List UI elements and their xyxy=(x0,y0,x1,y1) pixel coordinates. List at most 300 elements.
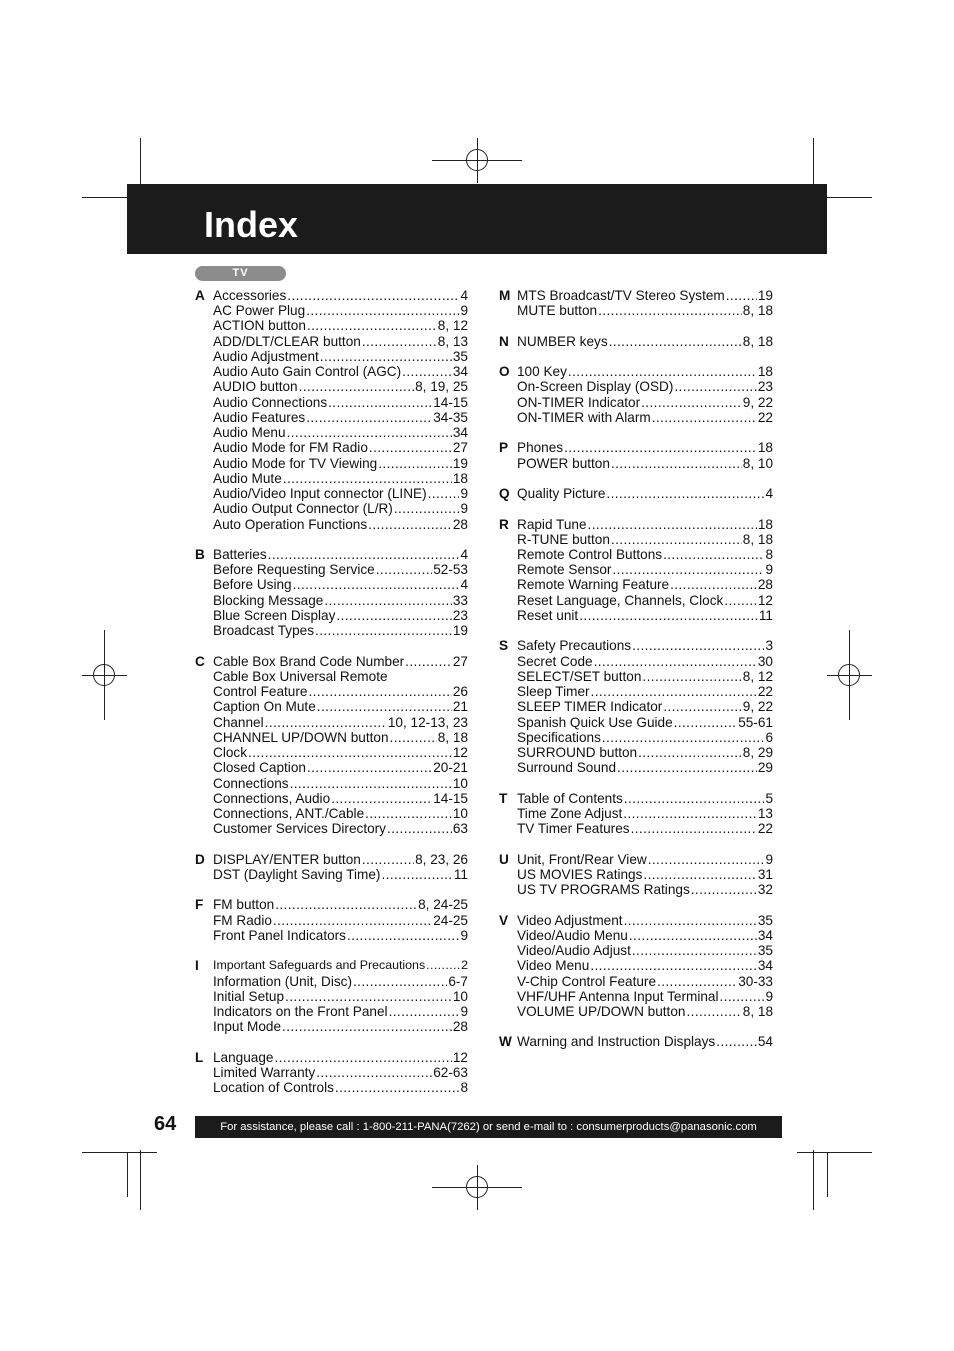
crop-mark xyxy=(797,1152,872,1153)
index-entry xyxy=(517,547,773,562)
index-entry-name: Blue Screen Display xyxy=(213,607,336,623)
index-entry-name: Input Mode xyxy=(213,1019,282,1035)
index-entry-name: Audio Mode for TV Viewing xyxy=(213,455,378,471)
index-entry-page: 52-53 xyxy=(433,562,468,578)
index-entry xyxy=(213,318,468,333)
index-entry xyxy=(517,821,773,836)
index-entry-page: 30 xyxy=(757,653,773,669)
index-entry-name: Blocking Message xyxy=(213,592,324,608)
index-group xyxy=(499,334,773,349)
index-entry-page: 27 xyxy=(452,440,468,456)
index-group xyxy=(499,638,773,775)
index-entry xyxy=(517,852,773,867)
index-group xyxy=(195,1050,468,1096)
index-entry-name: ACTION button xyxy=(213,318,306,334)
leader-dots xyxy=(642,669,741,684)
index-entry-page: 8, 19, 25 xyxy=(415,379,468,395)
index-entry-name: V-Chip Control Feature xyxy=(517,973,657,989)
index-entry xyxy=(517,638,773,653)
index-entry-name: Audio/Video Input connector (LINE) xyxy=(213,486,427,502)
index-entry xyxy=(213,852,468,867)
index-entry-name: TV Timer Features xyxy=(517,821,630,837)
index-entry-name: Audio Mute xyxy=(213,470,282,486)
index-entry-page: 22 xyxy=(757,409,773,425)
index-entry-name: CHANNEL UP/DOWN button xyxy=(213,729,389,745)
index-entry xyxy=(517,730,773,745)
index-entry-name: Audio Menu xyxy=(213,425,286,441)
index-entry xyxy=(517,379,773,394)
leader-dots xyxy=(638,745,742,760)
index-entry-name: Remote Warning Feature xyxy=(517,577,670,593)
index-entry-name: Audio Adjustment xyxy=(213,348,319,364)
leader-dots xyxy=(623,806,757,821)
index-entry-name: Audio Auto Gain Control (AGC) xyxy=(213,364,402,380)
index-entry xyxy=(213,608,468,623)
index-entry xyxy=(213,699,468,714)
index-entry-page: 29 xyxy=(757,760,773,776)
index-entry xyxy=(213,1050,468,1065)
index-entry-name: Connections xyxy=(213,775,289,791)
index-entry-page: 8, 29 xyxy=(742,745,773,761)
index-entry-page: 8 xyxy=(765,546,773,562)
leader-dots xyxy=(591,684,757,699)
index-letter: U xyxy=(499,851,509,867)
index-letter: B xyxy=(195,546,205,562)
leader-dots xyxy=(273,913,432,928)
index-entry xyxy=(213,364,468,379)
leader-dots xyxy=(362,852,414,867)
index-entry-name: FM button xyxy=(213,897,275,913)
index-entry-page: 9 xyxy=(765,851,773,867)
leader-dots xyxy=(369,440,452,455)
crop-mark xyxy=(127,1152,128,1197)
index-entry xyxy=(213,760,468,775)
index-entry xyxy=(213,684,468,699)
index-entry-page: 12 xyxy=(452,745,468,761)
index-entry-name: Quality Picture xyxy=(517,486,606,502)
index-entry-page: 24-25 xyxy=(433,912,468,928)
index-entry-page: 8, 13 xyxy=(437,333,468,349)
index-entry-page: 8, 10 xyxy=(742,455,773,471)
index-entry xyxy=(213,745,468,760)
index-entry xyxy=(517,974,773,989)
index-entry xyxy=(517,593,773,608)
index-entry xyxy=(517,699,773,714)
index-entry xyxy=(213,334,468,349)
index-group xyxy=(195,852,468,882)
leader-dots xyxy=(726,288,757,303)
index-entry-name: Closed Caption xyxy=(213,760,306,776)
leader-dots xyxy=(376,562,433,577)
registration-mark xyxy=(466,1176,488,1198)
leader-dots xyxy=(629,928,757,943)
leader-dots xyxy=(306,303,459,318)
index-entry-page: 10, 12-13, 23 xyxy=(387,714,468,730)
index-entry-name: Secret Code xyxy=(517,653,593,669)
leader-dots xyxy=(389,1004,460,1019)
index-entry xyxy=(213,456,468,471)
leader-dots xyxy=(428,486,460,501)
index-entry-name: Video/Audio Menu xyxy=(517,927,628,943)
leader-dots xyxy=(285,989,452,1004)
index-entry xyxy=(517,364,773,379)
leader-dots xyxy=(387,821,452,836)
index-entry-name: Video/Audio Adjust xyxy=(517,943,631,959)
index-entry-name: Reset unit xyxy=(517,607,579,623)
index-entry-page: 26 xyxy=(452,684,468,700)
index-entry-page: 4 xyxy=(765,486,773,502)
index-entry xyxy=(517,334,773,349)
footer-contact-bar: For assistance, please call : 1-800-211-PANA(7262) or send e-mail to : consumerproducts@panasonic.com xyxy=(195,1116,782,1138)
index-entry-name: Specifications xyxy=(517,729,601,745)
index-entry-name: Front Panel Indicators xyxy=(213,927,346,943)
registration-mark xyxy=(93,664,115,686)
index-entry-name: ON-TIMER Indicator xyxy=(517,394,641,410)
index-entry-name: AUDIO button xyxy=(213,379,298,395)
index-entry xyxy=(517,1004,773,1019)
index-group xyxy=(195,654,468,837)
index-entry-page: 62-63 xyxy=(433,1064,468,1080)
leader-dots xyxy=(353,974,447,989)
index-entry-name: Batteries xyxy=(213,546,267,562)
index-entry-name: Clock xyxy=(213,745,247,761)
index-entry-name: Before Using xyxy=(213,577,292,593)
index-group xyxy=(499,486,773,501)
index-entry-name: Remote Control Buttons xyxy=(517,546,663,562)
index-entry-page: 22 xyxy=(757,821,773,837)
index-entry-page: 30-33 xyxy=(738,973,773,989)
index-group xyxy=(195,288,468,532)
leader-dots xyxy=(617,760,757,775)
crop-mark xyxy=(813,1150,814,1210)
index-entry-page: 13 xyxy=(757,805,773,821)
leader-dots xyxy=(716,1034,757,1049)
leader-dots xyxy=(290,776,452,791)
index-entry-page: 23 xyxy=(757,379,773,395)
index-entry-page: 9 xyxy=(460,486,468,502)
index-entry-page: 18 xyxy=(757,364,773,380)
index-entry-page: 34 xyxy=(757,927,773,943)
index-group xyxy=(499,913,773,1020)
leader-dots xyxy=(609,334,742,349)
index-entry-page: 22 xyxy=(757,684,773,700)
index-entry xyxy=(213,974,468,989)
leader-dots xyxy=(362,334,437,349)
index-entry-page: 5 xyxy=(765,790,773,806)
leader-dots xyxy=(307,318,437,333)
index-entry-page: 8, 24-25 xyxy=(418,897,468,913)
index-entry-page: 8, 18 xyxy=(742,1004,773,1020)
index-entry xyxy=(213,288,468,303)
leader-dots xyxy=(611,532,742,547)
index-entry-name: Location of Controls xyxy=(213,1080,334,1096)
index-entry-name: Video Menu xyxy=(517,958,590,974)
leader-dots xyxy=(641,395,742,410)
index-entry-page: 9 xyxy=(765,562,773,578)
index-entry-name: Information (Unit, Disc) xyxy=(213,973,352,989)
leader-dots xyxy=(594,654,757,669)
index-entry-page: 2 xyxy=(461,958,468,973)
index-entry-page: 55-61 xyxy=(738,714,773,730)
index-letter: N xyxy=(499,333,509,349)
leader-dots xyxy=(287,425,452,440)
index-letter: C xyxy=(195,653,205,669)
index-entry-page: 12 xyxy=(452,1049,468,1065)
index-entry-page: 20-21 xyxy=(433,760,468,776)
leader-dots xyxy=(724,593,757,608)
index-entry-page: 18 xyxy=(757,440,773,456)
crop-mark xyxy=(827,1152,828,1197)
index-entry xyxy=(213,867,468,882)
index-entry xyxy=(213,913,468,928)
index-entry-page: 28 xyxy=(452,1019,468,1035)
index-entry-name: Control Feature xyxy=(213,684,308,700)
index-entry-name: SELECT/SET button xyxy=(517,668,642,684)
index-entry-name: ON-TIMER with Alarm xyxy=(517,409,651,425)
index-entry-page: 19 xyxy=(452,623,468,639)
index-entry-name: Surround Sound xyxy=(517,760,617,776)
leader-dots xyxy=(657,974,737,989)
leader-dots xyxy=(365,806,452,821)
index-entry-page: 9, 22 xyxy=(742,699,773,715)
index-entry-name: SURROUND button xyxy=(517,745,638,761)
leader-dots xyxy=(663,699,741,714)
leader-dots xyxy=(624,791,765,806)
index-entry-page: 14-15 xyxy=(433,790,468,806)
index-entry-name: Auto Operation Functions xyxy=(213,516,368,532)
index-entry xyxy=(517,288,773,303)
index-entry xyxy=(517,303,773,318)
leader-dots xyxy=(368,517,452,532)
index-entry xyxy=(213,1004,468,1019)
index-entry xyxy=(517,958,773,973)
index-entry xyxy=(517,943,773,958)
index-entry-page: 11 xyxy=(758,607,773,623)
index-letter: M xyxy=(499,288,511,303)
index-letter: W xyxy=(499,1034,512,1050)
index-group xyxy=(499,440,773,470)
index-entry-name: VHF/UHF Antenna Input Terminal xyxy=(517,988,719,1004)
index-letter: I xyxy=(195,958,199,974)
index-entry-page: 18 xyxy=(757,516,773,532)
index-entry-name: Warning and Instruction Displays xyxy=(517,1034,716,1050)
index-entry xyxy=(213,501,468,516)
index-entry-name: Audio Features xyxy=(213,409,306,425)
index-entry-page: 9, 22 xyxy=(742,394,773,410)
leader-dots xyxy=(306,410,432,425)
index-entry xyxy=(517,913,773,928)
leader-dots xyxy=(299,379,414,394)
leader-dots xyxy=(331,791,432,806)
index-entry-name: US MOVIES Ratings xyxy=(517,866,643,882)
index-entry xyxy=(517,669,773,684)
leader-dots xyxy=(631,821,757,836)
leader-dots xyxy=(275,897,417,912)
index-entry xyxy=(213,410,468,425)
index-entry-name: MUTE button xyxy=(517,303,598,319)
index-entry xyxy=(213,486,468,501)
index-entry-name: Language xyxy=(213,1049,274,1065)
index-entry-name: Limited Warranty xyxy=(213,1064,316,1080)
index-entry-page: 14-15 xyxy=(433,394,468,410)
index-entry-name: Phones xyxy=(517,440,564,456)
index-entry xyxy=(517,928,773,943)
index-entry xyxy=(517,517,773,532)
leader-dots xyxy=(282,1019,452,1034)
index-entry-page: 9 xyxy=(460,303,468,319)
index-entry-page: 6 xyxy=(765,729,773,745)
leader-dots xyxy=(598,303,742,318)
leader-dots xyxy=(320,349,452,364)
leader-dots xyxy=(648,852,765,867)
index-entry-page: 21 xyxy=(452,699,468,715)
index-entry-page: 19 xyxy=(757,288,773,303)
index-entry xyxy=(517,654,773,669)
leader-dots xyxy=(588,517,757,532)
index-letter: P xyxy=(499,440,509,456)
index-entry xyxy=(213,730,468,745)
index-entry-page: 9 xyxy=(460,927,468,943)
index-entry-page: 8, 18 xyxy=(437,729,468,745)
index-entry xyxy=(213,806,468,821)
index-entry-page: 11 xyxy=(453,866,468,882)
index-entry-page: 10 xyxy=(452,805,468,821)
index-entry-page: 28 xyxy=(757,577,773,593)
leader-dots xyxy=(402,364,452,379)
index-entry-name: Important Safeguards and Precautions xyxy=(213,958,426,973)
index-entry xyxy=(517,456,773,471)
index-entry xyxy=(213,623,468,638)
index-group xyxy=(499,517,773,624)
index-entry-name: Customer Services Directory xyxy=(213,821,386,837)
index-entry xyxy=(517,791,773,806)
index-entry-page: 9 xyxy=(460,1004,468,1020)
leader-dots xyxy=(328,395,432,410)
index-entry-name: MTS Broadcast/TV Stereo System xyxy=(517,288,725,303)
index-entry-name: Sleep Timer xyxy=(517,684,590,700)
index-entry-page: 8, 12 xyxy=(437,318,468,334)
index-entry-name: Initial Setup xyxy=(213,988,285,1004)
leader-dots xyxy=(268,547,460,562)
index-entry xyxy=(213,958,468,973)
index-group xyxy=(499,791,773,837)
leader-dots xyxy=(670,577,757,592)
index-group xyxy=(195,958,468,1034)
index-entry-name: 100 Key xyxy=(517,364,567,380)
index-entry xyxy=(517,806,773,821)
leader-dots xyxy=(324,593,452,608)
index-entry-page: 12 xyxy=(757,592,773,608)
page-number: 64 xyxy=(154,1113,177,1135)
index-entry-page: 27 xyxy=(452,653,468,669)
index-letter: L xyxy=(195,1049,204,1065)
index-letter: S xyxy=(499,638,509,654)
index-entry-page: 23 xyxy=(452,607,468,623)
leader-dots xyxy=(335,1080,460,1095)
index-entry-page: 8 xyxy=(460,1080,468,1096)
index-entry-page: 10 xyxy=(452,775,468,791)
index-entry-name: DST (Daylight Saving Time) xyxy=(213,866,381,882)
index-group xyxy=(195,547,468,638)
leader-dots xyxy=(663,547,764,562)
crop-mark xyxy=(82,1152,157,1153)
leader-dots xyxy=(307,760,432,775)
index-letter: R xyxy=(499,516,509,532)
index-letter: O xyxy=(499,364,510,380)
index-column-left xyxy=(195,288,468,1095)
leader-dots xyxy=(347,928,459,943)
index-entry xyxy=(213,669,468,684)
index-entry-page: 4 xyxy=(460,546,468,562)
index-entry-name: Audio Output Connector (L/R) xyxy=(213,501,393,517)
index-letter: D xyxy=(195,851,205,867)
leader-dots xyxy=(612,562,764,577)
index-entry-name: Audio Connections xyxy=(213,394,328,410)
index-entry xyxy=(213,577,468,592)
index-entry xyxy=(213,897,468,912)
index-entry xyxy=(517,867,773,882)
leader-dots xyxy=(643,867,756,882)
index-group xyxy=(499,288,773,318)
leader-dots xyxy=(381,867,452,882)
index-entry-name: Cable Box Universal Remote xyxy=(213,668,388,684)
index-entry xyxy=(213,654,468,669)
index-entry-name: Video Adjustment xyxy=(517,912,623,928)
leader-dots xyxy=(564,440,757,455)
index-entry-page: 6-7 xyxy=(448,973,468,989)
index-entry xyxy=(517,562,773,577)
index-entry-page: 34 xyxy=(452,425,468,441)
index-entry-page: 54 xyxy=(757,1034,773,1050)
index-entry-page: 9 xyxy=(765,988,773,1004)
index-entry-page: 31 xyxy=(757,866,773,882)
index-entry-page: 10 xyxy=(452,988,468,1004)
leader-dots xyxy=(719,989,764,1004)
index-entry-name: Rapid Tune xyxy=(517,516,587,532)
index-entry-page: 8, 12 xyxy=(742,668,773,684)
index-entry xyxy=(213,776,468,791)
leader-dots xyxy=(602,730,765,745)
index-entry-name: Remote Sensor xyxy=(517,562,612,578)
leader-dots xyxy=(632,638,764,653)
index-entry xyxy=(213,547,468,562)
leader-dots xyxy=(624,913,757,928)
index-entry xyxy=(213,517,468,532)
index-entry xyxy=(213,425,468,440)
index-group xyxy=(195,897,468,943)
index-entry-name: US TV PROGRAMS Ratings xyxy=(517,882,690,898)
index-entry xyxy=(517,440,773,455)
index-entry xyxy=(517,486,773,501)
leader-dots xyxy=(248,745,452,760)
index-entry-page: 4 xyxy=(460,288,468,303)
index-entry-name: POWER button xyxy=(517,455,610,471)
index-entry-name: DISPLAY/ENTER button xyxy=(213,851,361,867)
registration-mark xyxy=(838,664,860,686)
index-entry-name: Connections, ANT./Cable xyxy=(213,805,365,821)
index-entry xyxy=(213,1080,468,1095)
index-entry-page: 34 xyxy=(757,958,773,974)
index-letter: V xyxy=(499,912,509,928)
index-group xyxy=(499,1034,773,1049)
index-entry-page: 35 xyxy=(452,348,468,364)
index-entry-page: 8, 18 xyxy=(742,531,773,547)
index-entry xyxy=(213,395,468,410)
index-entry-name: Time Zone Adjust xyxy=(517,805,623,821)
index-entry xyxy=(213,715,468,730)
index-entry xyxy=(517,532,773,547)
index-entry-name: Before Requesting Service xyxy=(213,562,375,578)
